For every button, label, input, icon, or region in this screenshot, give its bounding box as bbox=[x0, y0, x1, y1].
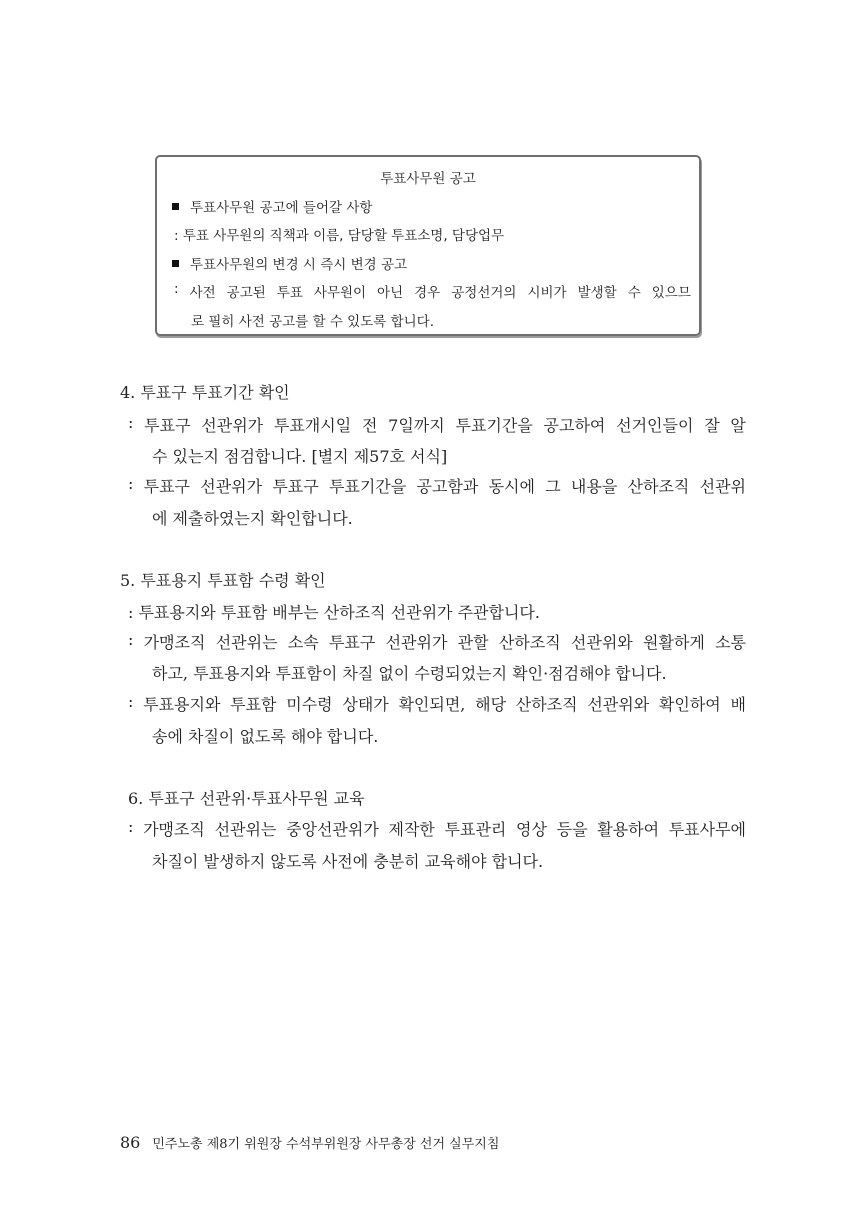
word: 내용을 bbox=[570, 477, 618, 496]
word: 산하조직 bbox=[515, 695, 578, 714]
paragraph-line bbox=[128, 474, 746, 497]
word: 선관위가 bbox=[200, 477, 263, 496]
word: 가맹조직 bbox=[143, 633, 206, 652]
word: 가맹조직 bbox=[143, 820, 205, 839]
notice-bullet-text: 투표사무원의 변경 시 즉시 변경 공고 bbox=[190, 257, 408, 273]
word: 투표 bbox=[276, 285, 303, 301]
notice-bullet-text: 투표사무원 공고에 들어갈 사항 bbox=[190, 200, 373, 216]
word: 공고된 bbox=[226, 285, 266, 301]
word: 투표용지와 bbox=[143, 695, 221, 714]
paragraph-continuation: 에 제출하였는지 확인합니다. bbox=[152, 509, 353, 528]
word: 공고하여 bbox=[543, 416, 606, 435]
word: 투표구 bbox=[144, 416, 191, 435]
word: 투표사무에 bbox=[668, 820, 746, 839]
word: 동시에 bbox=[488, 477, 535, 496]
word: 선관위는 bbox=[214, 820, 277, 839]
word: 공정선거의 bbox=[451, 285, 517, 301]
notice-bullet-item bbox=[172, 253, 407, 273]
word: 수 bbox=[627, 285, 641, 301]
word: 등을 bbox=[556, 820, 588, 839]
notice-bullet-item bbox=[172, 196, 372, 216]
word: 투표구 bbox=[328, 633, 376, 652]
word: 알 bbox=[730, 416, 746, 435]
word: 공고함과 bbox=[416, 477, 479, 496]
word: : bbox=[128, 474, 134, 493]
word: 선관위는 bbox=[215, 633, 278, 652]
word: : bbox=[128, 630, 134, 649]
word: 시비가 bbox=[527, 285, 567, 301]
word: : bbox=[128, 692, 134, 711]
notice-box bbox=[155, 155, 701, 336]
footer-title: 민주노총 제8기 위원장 수석부위원장 사무총장 선거 실무지침 bbox=[152, 1137, 500, 1152]
notice-box-title: 투표사무원 공고 bbox=[380, 171, 476, 187]
word: 소통 bbox=[715, 633, 746, 652]
paragraph-continuation: 수 있는지 점검합니다. [별지 제57호 서식] bbox=[152, 447, 448, 466]
paragraph-line: : 투표용지와 투표함 배부는 산하조직 선관위가 주관합니다. bbox=[128, 603, 540, 622]
page-number: 86 bbox=[120, 1133, 141, 1152]
word: 영상 bbox=[516, 820, 547, 839]
word: 소속 bbox=[287, 633, 319, 652]
word: : bbox=[128, 817, 134, 836]
notice-detail-line bbox=[174, 281, 691, 301]
word: 산하조직 bbox=[627, 477, 690, 496]
paragraph-continuation: 차질이 발생하지 않도록 사전에 충분히 교육해야 합니다. bbox=[152, 852, 544, 871]
word: : bbox=[128, 413, 134, 432]
word: 선거인들이 bbox=[616, 416, 694, 435]
paragraph-continuation: 송에 차질이 없도록 해야 합니다. bbox=[152, 727, 379, 746]
word: : bbox=[174, 281, 179, 297]
word: 투표함 bbox=[230, 695, 277, 714]
word: 그 bbox=[545, 477, 561, 496]
page-footer bbox=[120, 1133, 499, 1152]
word: 투표구 bbox=[272, 477, 319, 496]
square-bullet-icon bbox=[172, 203, 179, 210]
section-heading: 6. 투표구 선관위·투표사무원 교육 bbox=[128, 789, 365, 808]
paragraph-continuation: 하고, 투표용지와 투표함이 차질 없이 수령되었는지 확인·점검해야 합니다. bbox=[152, 664, 667, 683]
notice-detail-text: : 투표 사무원의 직책과 이름, 담당할 투표소명, 담당업무 bbox=[174, 228, 505, 244]
word: 중앙선관위가 bbox=[286, 820, 379, 839]
word: 해당 bbox=[475, 695, 507, 714]
section-heading: 5. 투표용지 투표함 수령 확인 bbox=[120, 571, 326, 590]
word: 사전 bbox=[189, 285, 216, 301]
word: 투표기간을 bbox=[328, 477, 407, 496]
word: 전 bbox=[361, 416, 378, 435]
paragraph-line bbox=[128, 630, 746, 653]
notice-detail-continuation: 로 필히 사전 공고를 할 수 있도록 합니다. bbox=[191, 314, 434, 330]
word: 상태가 bbox=[342, 695, 389, 714]
word: 선관위가 bbox=[201, 416, 264, 435]
word: 투표기간을 bbox=[455, 416, 533, 435]
word: 제작한 bbox=[388, 820, 435, 839]
word: 배 bbox=[730, 695, 746, 714]
word: 관할 bbox=[457, 633, 489, 652]
paragraph-line bbox=[128, 817, 746, 840]
word: 확인되면, bbox=[398, 695, 466, 714]
word: 미수령 bbox=[286, 695, 333, 714]
word: 7일까지 bbox=[388, 416, 445, 435]
word: 아닌 bbox=[377, 285, 404, 301]
word: 선관위가 bbox=[385, 633, 448, 652]
word: 사무원이 bbox=[313, 285, 367, 301]
paragraph-line bbox=[128, 413, 746, 436]
word: 원활하게 bbox=[643, 633, 705, 652]
word: 선관위와 bbox=[587, 695, 650, 714]
word: 경우 bbox=[414, 285, 441, 301]
word: 확인하여 bbox=[658, 695, 721, 714]
word: 투표구 bbox=[143, 477, 191, 496]
word: 있으므 bbox=[651, 285, 691, 301]
word: 선관위와 bbox=[570, 633, 633, 652]
word: 산하조직 bbox=[498, 633, 561, 652]
word: 활용하여 bbox=[597, 820, 660, 839]
word: 투표개시일 bbox=[273, 416, 352, 435]
word: 발생할 bbox=[577, 285, 617, 301]
section-heading: 4. 투표구 투표기간 확인 bbox=[120, 383, 290, 402]
word: 잘 bbox=[704, 416, 720, 435]
square-bullet-icon bbox=[172, 260, 179, 267]
word: 선관위 bbox=[699, 477, 746, 496]
word: 투표관리 bbox=[444, 820, 507, 839]
paragraph-line bbox=[128, 692, 746, 715]
